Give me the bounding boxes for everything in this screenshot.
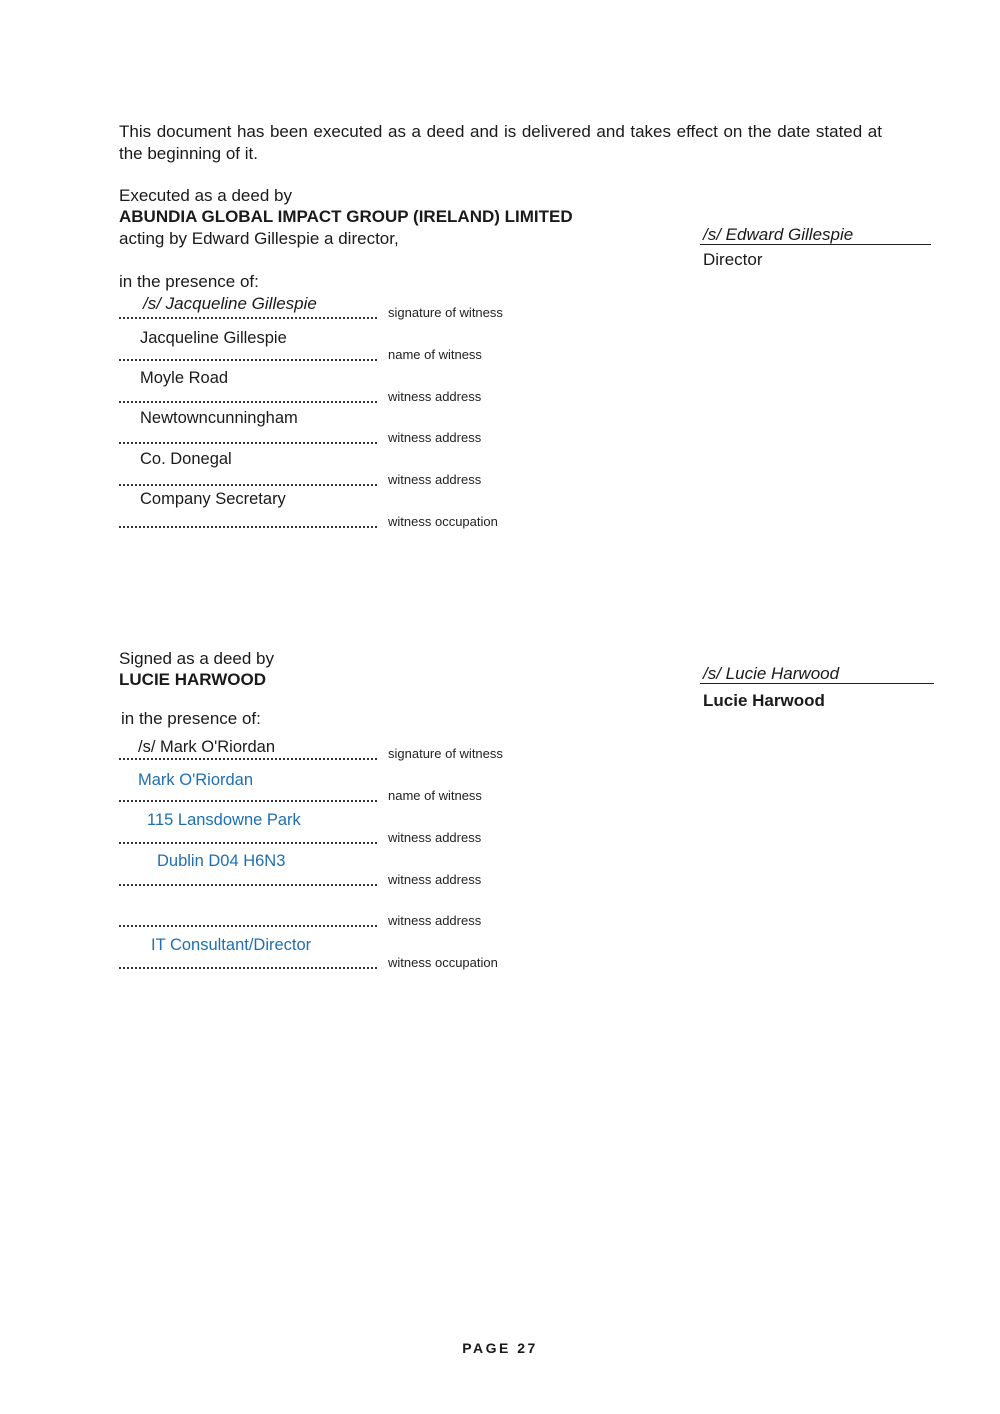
witness-occupation-value: Company Secretary xyxy=(140,490,286,508)
signed-as-deed-label: Signed as a deed by xyxy=(119,649,275,668)
witness-address-label: witness address xyxy=(388,430,482,445)
witness-address-label: witness address xyxy=(388,389,482,404)
witness-signature-line xyxy=(119,315,377,319)
witness-address-value: Dublin D04 H6N3 xyxy=(157,852,286,870)
witness-address-label: witness address xyxy=(388,472,482,487)
witness-signature-label: signature of witness xyxy=(388,305,503,320)
witness-address-value: Co. Donegal xyxy=(140,450,232,468)
presence-label: in the presence of: xyxy=(121,709,261,728)
witness-address-line xyxy=(119,399,377,403)
witness-name-value: Jacqueline Gillespie xyxy=(140,329,287,347)
witness-address-line xyxy=(119,482,377,486)
witness-signature-label: signature of witness xyxy=(388,746,503,761)
witness-name-line xyxy=(119,798,377,802)
witness-address-value: Moyle Road xyxy=(140,369,229,387)
witness-address-label: witness address xyxy=(388,913,482,928)
witness-name-value: Mark O'Riordan xyxy=(138,771,254,789)
witness-address-line xyxy=(119,882,377,886)
director-signature-line xyxy=(700,244,931,245)
acting-by-text: acting by Edward Gillespie a director, xyxy=(119,229,399,248)
witness-address-line xyxy=(119,840,377,844)
witness-occupation-line xyxy=(119,524,377,528)
director-role: Director xyxy=(703,250,763,269)
witness-occupation-line xyxy=(119,965,377,969)
signatory-printed-name: Lucie Harwood xyxy=(703,691,825,710)
witness-name-label: name of witness xyxy=(388,788,482,803)
witness-signature-line xyxy=(119,756,377,760)
witness-address-value: Newtowncunningham xyxy=(140,409,298,427)
witness-address-label: witness address xyxy=(388,830,482,845)
witness-occupation-value: IT Consultant/Director xyxy=(151,936,312,954)
witness-address-value: 115 Lansdowne Park xyxy=(147,811,301,829)
signatory-signature: /s/ Lucie Harwood xyxy=(703,664,840,683)
witness-occupation-label: witness occupation xyxy=(388,514,498,529)
page-number: PAGE 27 xyxy=(462,1340,538,1356)
signatory-name: LUCIE HARWOOD xyxy=(119,670,267,689)
witness-signature: /s/ Mark O'Riordan xyxy=(138,738,276,756)
witness-signature: /s/ Jacqueline Gillespie xyxy=(143,294,317,313)
witness-address-label: witness address xyxy=(388,872,482,887)
witness-occupation-label: witness occupation xyxy=(388,955,498,970)
witness-address-line xyxy=(119,440,377,444)
director-signature: /s/ Edward Gillespie xyxy=(703,225,854,244)
witness-name-line xyxy=(119,357,377,361)
executed-as-deed-label: Executed as a deed by xyxy=(119,186,292,205)
witness-address-line xyxy=(119,923,377,927)
signatory-signature-line xyxy=(700,683,934,684)
presence-label: in the presence of: xyxy=(119,272,259,291)
witness-name-label: name of witness xyxy=(388,347,482,362)
company-name: ABUNDIA GLOBAL IMPACT GROUP (IRELAND) LIMITED xyxy=(119,207,573,226)
execution-statement: This document has been executed as a deed and is delivered and takes effect on the date stated at the beginning of it. xyxy=(119,122,882,163)
